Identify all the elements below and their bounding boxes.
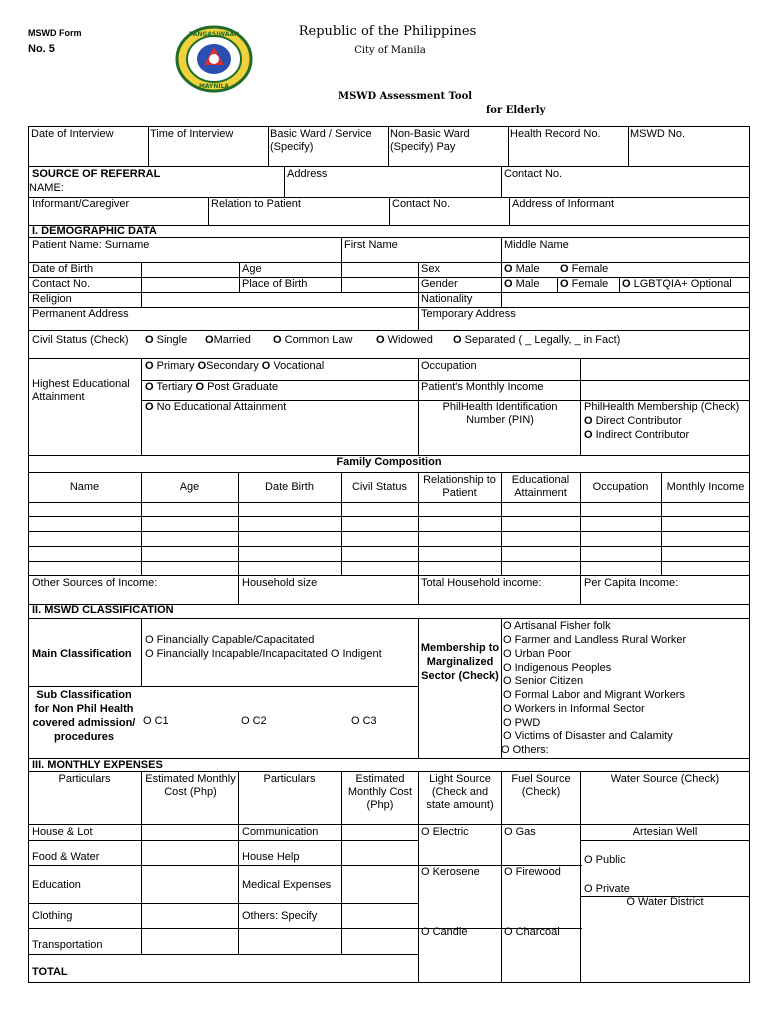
civil-status-label: Civil Status (Check) [32, 334, 129, 346]
svg-text:MAYNILA: MAYNILA [198, 83, 230, 90]
particulars-col-1: Particulars [58, 773, 111, 785]
time-of-interview-label: Time of Interview [150, 128, 234, 140]
family-col-relationship: Relationship to Patient [423, 474, 496, 499]
health-record-label: Health Record No. [510, 128, 601, 140]
civil-married-option[interactable]: OMarried [205, 334, 251, 346]
form-subtitle: for Elderly [486, 105, 546, 116]
c2-option[interactable]: O C2 [241, 715, 267, 727]
philhealth-membership-label: PhilHealth Membership (Check) [584, 401, 740, 413]
expense-transportation: Transportation [32, 939, 103, 951]
water-private-option[interactable]: O Private [584, 883, 630, 895]
expense-house-help: House Help [242, 851, 300, 863]
date-of-interview-label: Date of Interview [31, 128, 114, 140]
temporary-address-label: Temporary Address [421, 308, 516, 320]
family-col-education: Educational Attainment [511, 474, 570, 499]
sector-item[interactable]: O Workers in Informal Sector [503, 703, 645, 715]
patient-surname-label: Patient Name: Surname [32, 239, 150, 251]
republic-heading: Republic of the Philippines [298, 24, 477, 39]
basic-ward-label: Basic Ward / Service (Specify) [270, 128, 372, 153]
direct-contributor-option[interactable]: O Direct Contributor [584, 415, 682, 427]
edu-tertiary-postgrad-options[interactable]: O Tertiary O Post Graduate [145, 381, 279, 393]
family-col-civil-status: Civil Status [351, 481, 408, 493]
monthly-income-label: Patient's Monthly Income [421, 381, 544, 393]
financially-incapable-option[interactable]: O Financially Incapable/Incapacitated O Indigent [145, 648, 382, 660]
sector-item[interactable]: O Formal Labor and Migrant Workers [503, 689, 685, 701]
sector-item[interactable]: O Farmer and Landless Rural Worker [503, 634, 687, 646]
middle-name-label: Middle Name [504, 239, 569, 251]
dob-label: Date of Birth [32, 263, 94, 275]
financially-capable-option[interactable]: O Financially Capable/Capacitated [145, 634, 315, 646]
gender-label: Gender [421, 278, 458, 290]
permanent-address-label: Permanent Address [32, 308, 129, 320]
particulars-col-2: Particulars [263, 773, 316, 785]
gender-lgbt-option[interactable]: O LGBTQIA+ Optional [622, 278, 732, 290]
sector-item[interactable]: O PWD [503, 717, 541, 729]
fuel-firewood-option[interactable]: O Firewood [504, 866, 561, 878]
informant-contact-label: Contact No. [392, 198, 451, 210]
informant-address-label: Address of Informant [512, 198, 615, 210]
monthly-expenses-heading: III. MONTHLY EXPENSES [32, 759, 163, 771]
source-of-referral-label: SOURCE OF REFERRAL [32, 168, 161, 180]
form-title: MSWD Assessment Tool [338, 91, 473, 102]
non-basic-ward-label: Non-Basic Ward (Specify) Pay [390, 128, 470, 153]
fuel-charcoal-option[interactable]: O Charcoal [504, 926, 560, 938]
c3-option[interactable]: O C3 [351, 715, 377, 727]
marginalized-sector-label: Membership to Marginalized Sector (Check) [420, 642, 500, 682]
water-district-option[interactable]: O Water District [626, 896, 704, 908]
water-source-col: Water Source (Check) [610, 773, 720, 785]
sector-item[interactable]: O Senior Citizen [503, 675, 584, 687]
expense-clothing: Clothing [32, 910, 73, 922]
civil-widowed-option[interactable]: O Widowed [376, 334, 433, 346]
family-col-name: Name [69, 481, 100, 493]
expense-others: Others: Specify [242, 910, 318, 922]
city-seal-logo [174, 25, 254, 93]
fuel-gas-option[interactable]: O Gas [504, 826, 536, 838]
svg-text:PANGASIWAAN: PANGASIWAAN [188, 31, 240, 38]
philhealth-pin-label: PhilHealth Identification Number (PIN) [442, 401, 558, 426]
sub-classification-label: Sub Classification for Non Phil Health covered admission/ procedures [32, 689, 136, 743]
form-number: No. 5 [28, 43, 55, 55]
occupation-label: Occupation [421, 360, 477, 372]
sector-item[interactable]: O Indigenous Peoples [503, 662, 612, 674]
indirect-contributor-option[interactable]: O Indirect Contributor [584, 429, 690, 441]
family-col-occupation: Occupation [592, 481, 649, 493]
family-composition-heading: Family Composition [336, 456, 442, 468]
gender-female-option[interactable]: O Female [560, 278, 609, 290]
water-artesian-label: Artesian Well [632, 826, 698, 838]
expense-total: TOTAL [32, 966, 68, 978]
religion-label: Religion [32, 293, 72, 305]
expense-education: Education [32, 879, 81, 891]
civil-separated-option[interactable]: O Separated ( _ Legally, _ in Fact) [453, 334, 621, 346]
education-attainment-label: Highest Educational Attainment [32, 378, 130, 403]
family-col-age: Age [179, 481, 200, 493]
family-col-income: Monthly Income [666, 481, 745, 493]
city-heading: City of Manila [354, 45, 426, 56]
nationality-label: Nationality [421, 293, 473, 305]
sector-item[interactable]: O Urban Poor [503, 648, 571, 660]
sex-female-option[interactable]: O Female [560, 263, 609, 275]
sector-item[interactable]: O Artisanal Fisher folk [503, 620, 611, 632]
sex-male-option[interactable]: O Male [504, 263, 540, 275]
light-electric-option[interactable]: O Electric [421, 826, 469, 838]
total-household-income-label: Total Household income: [421, 577, 542, 589]
gender-male-option[interactable]: O Male [504, 278, 540, 290]
fuel-source-col: Fuel Source (Check) [511, 773, 571, 798]
sex-label: Sex [421, 263, 440, 275]
form-label: MSWD Form [28, 28, 82, 38]
estimated-cost-col-1: Estimated Monthly Cost (Php) [145, 773, 236, 798]
age-label: Age [242, 263, 262, 275]
civil-common-law-option[interactable]: O Common Law [273, 334, 353, 346]
other-income-label: Other Sources of Income: [32, 577, 158, 589]
light-kerosene-option[interactable]: O Kerosene [421, 866, 480, 878]
mswd-no-label: MSWD No. [630, 128, 685, 140]
relation-label: Relation to Patient [211, 198, 301, 210]
referral-address-label: Address [287, 168, 328, 180]
light-source-col: Light Source (Check and state amount) [426, 773, 494, 811]
expense-communication: Communication [242, 826, 319, 838]
sector-item[interactable]: O Victims of Disaster and Calamity [503, 730, 673, 742]
expense-medical: Medical Expenses [242, 879, 332, 891]
main-classification-label: Main Classification [32, 648, 132, 660]
contact-no-label: Contact No. [32, 278, 91, 290]
per-capita-income-label: Per Capita Income: [584, 577, 679, 589]
informant-label: Informant/Caregiver [32, 198, 130, 210]
edu-primary-secondary-vocational-options[interactable]: O Primary OSecondary O Vocational [145, 360, 325, 372]
c1-option[interactable]: O C1 [143, 715, 169, 727]
edu-none-option[interactable]: O No Educational Attainment [145, 401, 287, 413]
first-name-label: First Name [344, 239, 398, 251]
referral-contact-label: Contact No. [504, 168, 563, 180]
referral-name-label: NAME: [29, 182, 64, 194]
water-public-option[interactable]: O Public [584, 854, 626, 866]
family-col-dob: Date Birth [265, 481, 314, 493]
expense-food-water: Food & Water [32, 851, 100, 863]
estimated-cost-col-2: Estimated Monthly Cost (Php) [347, 773, 413, 811]
sector-item[interactable]: O Others: [501, 744, 549, 756]
expense-house-lot: House & Lot [32, 826, 93, 838]
place-of-birth-label: Place of Birth [242, 278, 308, 290]
light-candle-option[interactable]: O Candle [421, 926, 468, 938]
civil-single-option[interactable]: O Single [145, 334, 188, 346]
classification-heading: II. MSWD CLASSIFICATION [32, 604, 174, 616]
demographic-heading: I. DEMOGRAPHIC DATA [32, 225, 157, 237]
household-size-label: Household size [242, 577, 318, 589]
